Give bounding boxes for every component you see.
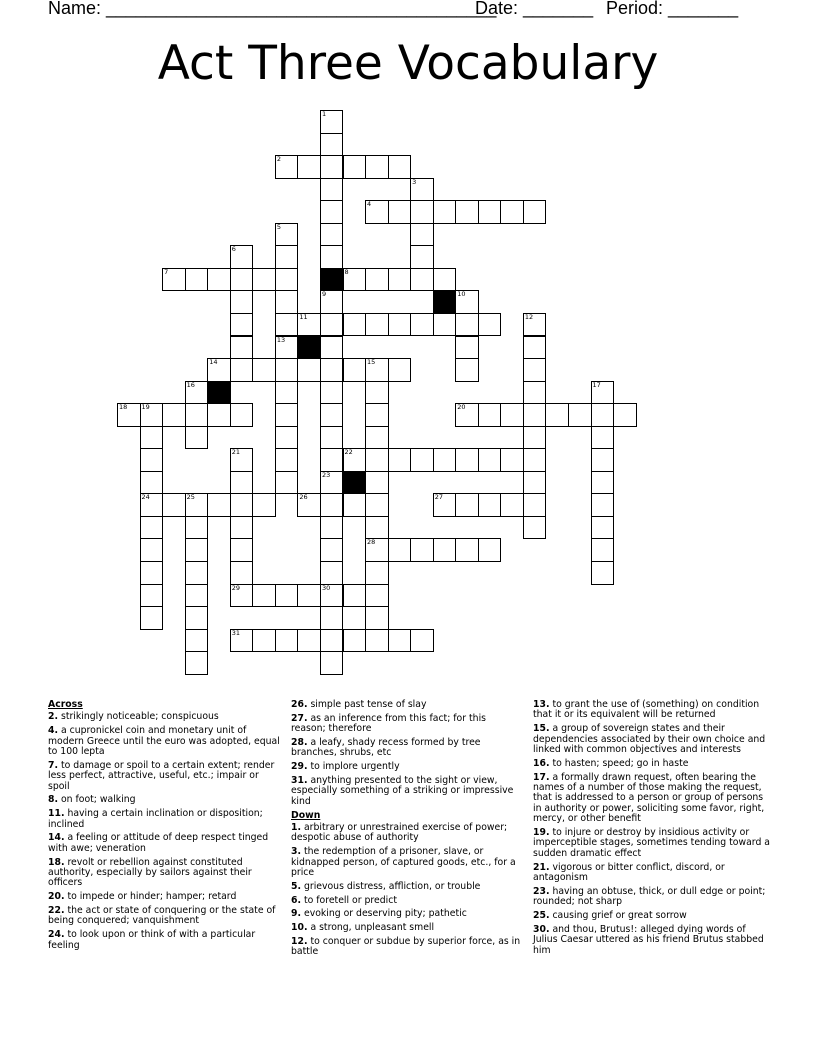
grid-cell[interactable] (252, 493, 276, 517)
name-field[interactable]: Name: _______________________________________ (48, 0, 497, 18)
grid-cell[interactable] (478, 493, 502, 517)
grid-cell[interactable] (523, 516, 547, 540)
grid-cell[interactable] (343, 313, 367, 337)
clue-column-1 (48, 700, 282, 954)
grid-cell[interactable] (591, 381, 615, 405)
grid-cell[interactable] (433, 268, 457, 292)
grid-cell[interactable] (320, 178, 344, 202)
grid-cell[interactable] (230, 629, 254, 653)
clue-number: 4 (367, 200, 372, 209)
clue-number: 30 (321, 583, 331, 592)
grid-cell[interactable] (478, 200, 502, 224)
grid-cell[interactable] (140, 471, 164, 495)
grid-cell[interactable] (162, 403, 186, 427)
clue-across-18: 18. revolt or rebellion against constituted authority, especially by sailors against their officers (48, 856, 252, 889)
grid-cell[interactable] (455, 493, 479, 517)
grid-cell[interactable] (568, 403, 592, 427)
grid-cell[interactable] (320, 516, 344, 540)
grid-cell[interactable] (230, 471, 254, 495)
clue-number: 24 (141, 493, 150, 502)
grid-cell[interactable] (320, 538, 344, 562)
grid-cell[interactable] (455, 336, 479, 360)
grid-cell[interactable] (320, 155, 344, 179)
clue-down-9: 9. evoking or deserving pity; pathetic (291, 908, 467, 920)
grid-cell[interactable] (365, 358, 389, 382)
grid-cell[interactable] (545, 403, 569, 427)
clue-number: 25 (186, 493, 195, 502)
grid-cell[interactable] (523, 493, 547, 517)
grid-cell[interactable] (365, 561, 389, 585)
grid-cell[interactable] (591, 403, 615, 427)
grid-cell[interactable] (388, 155, 412, 179)
clue-number: 22 (344, 448, 353, 457)
grid-cell[interactable] (455, 290, 479, 314)
grid-cell[interactable] (320, 471, 344, 495)
black-square (343, 471, 367, 495)
grid-cell[interactable] (320, 561, 344, 585)
grid-cell[interactable] (320, 290, 344, 314)
clue-down-23: 23. having an obtuse, thick, or dull edge or point; rounded; not sharp (533, 885, 766, 908)
clue-number: 19 (141, 403, 150, 412)
clue-across-8: 8. on foot; walking (48, 794, 136, 806)
grid-cell[interactable] (388, 538, 412, 562)
clue-down-17: 17. a formally drawn request, often bearing the names of a number of those making the request, that is addressed to a person or group of persons in authority or power, soliciting some favor, right, mercy, or other benefit (533, 771, 765, 825)
clue-number: 9 (321, 290, 327, 299)
grid-cell[interactable] (388, 268, 412, 292)
grid-cell[interactable] (365, 313, 389, 337)
grid-cell[interactable] (433, 448, 457, 472)
grid-cell[interactable] (185, 426, 209, 450)
grid-cell[interactable] (185, 403, 209, 427)
clue-number: 11 (299, 312, 308, 321)
grid-cell[interactable] (275, 290, 299, 314)
clue-number: 7 (164, 267, 169, 276)
grid-cell[interactable] (185, 561, 209, 585)
clue-across-27: 27. as an inference from this fact; for this reason; therefore (291, 712, 486, 735)
grid-cell[interactable] (320, 651, 344, 675)
grid-cell[interactable] (230, 358, 254, 382)
grid-cell[interactable] (365, 516, 389, 540)
clue-across-7: 7. to damage or spoil to a certain extent; render less perfect, attractive, useful, etc.; impair or spoil (48, 759, 275, 792)
grid-cell[interactable] (523, 336, 547, 360)
grid-cell[interactable] (365, 584, 389, 608)
clue-across-11: 11. having a certain inclination or disposition; inclined (48, 808, 263, 830)
grid-cell[interactable] (320, 313, 344, 337)
grid-cell[interactable] (185, 651, 209, 675)
grid-cell[interactable] (275, 403, 299, 427)
grid-cell[interactable] (230, 516, 254, 540)
clue-number: 12 (524, 312, 534, 321)
clue-down-21: 21. vigorous or bitter conflict, discord, or antagonism (533, 861, 725, 884)
grid-cell[interactable] (343, 358, 367, 382)
grid-cell[interactable] (275, 336, 299, 360)
clue-number: 23 (321, 470, 331, 479)
grid-cell[interactable] (230, 290, 254, 314)
grid-cell[interactable] (343, 629, 367, 653)
clue-down-1: 1. arbitrary or unrestrained exercise of power; despotic abuse of authority (291, 822, 508, 844)
grid-cell[interactable] (140, 516, 164, 540)
grid-cell[interactable] (410, 268, 434, 292)
grid-cell[interactable] (343, 448, 367, 472)
grid-cell[interactable] (117, 403, 141, 427)
grid-cell[interactable] (388, 313, 412, 337)
grid-cell[interactable] (275, 223, 299, 247)
grid-cell[interactable] (433, 493, 457, 517)
grid-cell[interactable] (388, 629, 412, 653)
grid-cell[interactable] (365, 268, 389, 292)
grid-cell[interactable] (523, 426, 547, 450)
clue-number: 29 (231, 583, 241, 592)
down-heading: Down (291, 809, 321, 821)
grid-cell[interactable] (523, 448, 547, 472)
grid-cell[interactable] (591, 493, 615, 517)
grid-cell[interactable] (140, 448, 164, 472)
grid-cell[interactable] (140, 561, 164, 585)
grid-cell[interactable] (433, 313, 457, 337)
grid-cell[interactable] (343, 155, 367, 179)
grid-cell[interactable] (185, 516, 209, 540)
grid-cell[interactable] (500, 403, 524, 427)
grid-cell[interactable] (140, 584, 164, 608)
grid-cell[interactable] (500, 200, 524, 224)
grid-cell[interactable] (478, 448, 502, 472)
grid-cell[interactable] (365, 403, 389, 427)
clue-across-2: 2. strikingly noticeable; conspicuous (48, 711, 219, 723)
clue-down-15: 15. a group of sovereign states and their dependencies associated by their own choice and linked with common objectives and interests (533, 723, 766, 756)
clue-across-4: 4. a cupronickel coin and monetary unit of modern Greece until the euro was adopted, equal to 100 lepta (48, 725, 280, 758)
grid-cell[interactable] (275, 629, 299, 653)
clue-down-12: 12. to conquer or subdue by superior force, as in battle (291, 936, 521, 958)
grid-cell[interactable] (591, 448, 615, 472)
clue-across-28: 28. a leafy, shady recess formed by tree branches, shrubs, etc (291, 737, 481, 759)
clue-across-24: 24. to look upon or think of with a particular feeling (48, 929, 256, 951)
grid-cell[interactable] (478, 403, 502, 427)
grid-cell[interactable] (455, 358, 479, 382)
clue-number: 20 (457, 403, 466, 412)
grid-cell[interactable] (388, 448, 412, 472)
grid-cell[interactable] (185, 584, 209, 608)
clue-number: 31 (231, 628, 241, 637)
across-heading: Across (48, 699, 83, 710)
grid-cell[interactable] (320, 426, 344, 450)
clue-number: 27 (434, 493, 443, 502)
black-square (320, 268, 344, 292)
grid-cell[interactable] (365, 200, 389, 224)
grid-cell[interactable] (343, 268, 367, 292)
grid-cell[interactable] (162, 493, 186, 517)
grid-cell[interactable] (523, 403, 547, 427)
grid-cell[interactable] (297, 629, 321, 653)
grid-cell[interactable] (230, 493, 254, 517)
grid-cell[interactable] (297, 155, 321, 179)
grid-cell[interactable] (433, 200, 457, 224)
grid-cell[interactable] (343, 493, 367, 517)
grid-cell[interactable] (410, 448, 434, 472)
grid-cell[interactable] (365, 155, 389, 179)
grid-cell[interactable] (365, 629, 389, 653)
grid-cell[interactable] (207, 493, 231, 517)
grid-cell[interactable] (275, 155, 299, 179)
grid-cell[interactable] (297, 358, 321, 382)
grid-cell[interactable] (500, 493, 524, 517)
grid-cell[interactable] (365, 538, 389, 562)
grid-cell[interactable] (455, 448, 479, 472)
grid-cell[interactable] (185, 381, 209, 405)
clue-number: 8 (344, 267, 349, 276)
grid-cell[interactable] (591, 471, 615, 495)
grid-cell[interactable] (185, 268, 209, 292)
grid-cell[interactable] (140, 403, 164, 427)
clue-column-2 (291, 700, 521, 961)
grid-cell[interactable] (230, 584, 254, 608)
clue-column-3 (533, 700, 771, 959)
grid-cell[interactable] (478, 313, 502, 337)
grid-cell[interactable] (343, 584, 367, 608)
grid-cell[interactable] (455, 538, 479, 562)
clue-down-6: 6. to foretell or predict (291, 894, 397, 906)
grid-cell[interactable] (591, 538, 615, 562)
clue-number: 10 (457, 290, 466, 299)
grid-cell[interactable] (320, 336, 344, 360)
clue-number: 17 (592, 380, 601, 389)
grid-cell[interactable] (365, 493, 389, 517)
grid-cell[interactable] (365, 448, 389, 472)
grid-cell[interactable] (207, 268, 231, 292)
grid-cell[interactable] (297, 493, 321, 517)
grid-cell[interactable] (365, 606, 389, 630)
grid-cell[interactable] (320, 381, 344, 405)
clue-across-22: 22. the act or state of conquering or the state of being conquered; vanquishment (48, 905, 276, 927)
grid-cell[interactable] (230, 336, 254, 360)
clue-number: 28 (367, 538, 376, 547)
grid-cell[interactable] (455, 313, 479, 337)
clue-down-10: 10. a strong, unpleasant smell (291, 922, 435, 934)
clue-number: 1 (321, 110, 327, 118)
grid-cell[interactable] (365, 471, 389, 495)
clue-down-19: 19. to injure or destroy by insidious activity or imperceptible stages, sometimes tending toward a sudden dramatic effect (533, 827, 771, 859)
grid-cell[interactable] (410, 178, 434, 202)
grid-cell[interactable] (410, 538, 434, 562)
grid-cell[interactable] (320, 448, 344, 472)
grid-cell[interactable] (365, 426, 389, 450)
black-square (297, 336, 321, 360)
grid-cell[interactable] (410, 223, 434, 247)
clue-across-14: 14. a feeling or attitude of deep respect tinged with awe; veneration (48, 832, 269, 854)
grid-cell[interactable] (230, 403, 254, 427)
grid-cell[interactable] (320, 629, 344, 653)
grid-cell[interactable] (252, 584, 276, 608)
grid-cell[interactable] (320, 584, 344, 608)
grid-cell[interactable] (252, 268, 276, 292)
grid-cell[interactable] (388, 200, 412, 224)
clue-across-31: 31. anything presented to the sight or view, especially something of a striking or impressive kind (291, 775, 514, 807)
grid-cell[interactable] (297, 584, 321, 608)
grid-cell[interactable] (591, 516, 615, 540)
grid-cell[interactable] (275, 381, 299, 405)
clue-number: 6 (231, 245, 236, 254)
grid-cell[interactable] (478, 538, 502, 562)
clue-number: 21 (231, 448, 241, 457)
clue-across-29: 29. to implore urgently (291, 761, 400, 773)
grid-cell[interactable] (320, 200, 344, 224)
grid-cell[interactable] (523, 471, 547, 495)
black-square (433, 290, 457, 314)
clue-number: 2 (276, 155, 281, 164)
grid-cell[interactable] (365, 381, 389, 405)
grid-cell[interactable] (275, 268, 299, 292)
grid-cell[interactable] (320, 223, 344, 247)
grid-cell[interactable] (230, 268, 254, 292)
date-field[interactable]: Date: _______ (475, 0, 594, 18)
grid-cell[interactable] (207, 403, 231, 427)
grid-cell[interactable] (320, 358, 344, 382)
clue-number: 13 (276, 335, 286, 344)
grid-cell[interactable] (523, 381, 547, 405)
clue-number: 3 (412, 177, 417, 186)
grid-cell[interactable] (185, 606, 209, 630)
grid-cell[interactable] (523, 358, 547, 382)
grid-cell[interactable] (275, 584, 299, 608)
grid-cell[interactable] (252, 358, 276, 382)
clue-down-13: 13. to grant the use of (something) on condition that it or its equivalent will be returned (533, 699, 760, 721)
grid-cell[interactable] (455, 403, 479, 427)
grid-cell[interactable] (275, 245, 299, 269)
grid-cell[interactable] (140, 538, 164, 562)
grid-cell[interactable] (591, 561, 615, 585)
clue-across-26: 26. simple past tense of slay (291, 699, 427, 710)
black-square (207, 381, 231, 405)
clue-number: 14 (209, 358, 218, 367)
grid-cell[interactable] (230, 313, 254, 337)
grid-cell[interactable] (140, 426, 164, 450)
grid-cell[interactable] (207, 358, 231, 382)
clue-down-5: 5. grievous distress, affliction, or trouble (291, 880, 481, 892)
clue-number: 16 (186, 380, 195, 389)
clue-across-20: 20. to impede or hinder; hamper; retard (48, 891, 237, 903)
grid-cell[interactable] (410, 245, 434, 269)
grid-cell[interactable] (613, 403, 637, 427)
grid-cell[interactable] (230, 538, 254, 562)
grid-cell[interactable] (185, 493, 209, 517)
grid-cell[interactable] (320, 110, 344, 134)
grid-cell[interactable] (455, 200, 479, 224)
grid-cell[interactable] (162, 268, 186, 292)
grid-cell[interactable] (388, 358, 412, 382)
grid-cell[interactable] (297, 313, 321, 337)
grid-cell[interactable] (320, 403, 344, 427)
grid-cell[interactable] (320, 493, 344, 517)
clue-down-25: 25. causing grief or great sorrow (533, 910, 687, 922)
grid-cell[interactable] (185, 538, 209, 562)
grid-cell[interactable] (523, 313, 547, 337)
grid-cell[interactable] (275, 358, 299, 382)
grid-cell[interactable] (591, 426, 615, 450)
clue-down-3: 3. the redemption of a prisoner, slave, or kidnapped person, of captured goods, etc., for a price (291, 846, 516, 879)
grid-cell[interactable] (185, 629, 209, 653)
grid-cell[interactable] (275, 313, 299, 337)
grid-cell[interactable] (320, 606, 344, 630)
clue-number: 26 (299, 493, 308, 502)
grid-cell[interactable] (320, 133, 344, 157)
clue-number: 18 (119, 403, 128, 412)
grid-cell[interactable] (230, 448, 254, 472)
grid-cell[interactable] (410, 313, 434, 337)
clue-number: 15 (367, 358, 376, 367)
grid-cell[interactable] (500, 448, 524, 472)
grid-cell[interactable] (410, 200, 434, 224)
grid-cell[interactable] (252, 629, 276, 653)
grid-cell[interactable] (320, 245, 344, 269)
grid-cell[interactable] (523, 200, 547, 224)
grid-cell[interactable] (275, 448, 299, 472)
grid-cell[interactable] (433, 538, 457, 562)
page-title: Act Three Vocabulary (157, 36, 659, 91)
grid-cell[interactable] (140, 493, 164, 517)
period-field[interactable]: Period: _______ (606, 0, 739, 18)
grid-cell[interactable] (230, 245, 254, 269)
grid-cell[interactable] (230, 561, 254, 585)
clue-down-30: 30. and thou, Brutus!: alleged dying words of Julius Caesar uttered as his friend Brutus stabbed him (533, 923, 764, 956)
grid-cell[interactable] (275, 471, 299, 495)
clue-down-16: 16. to hasten; speed; go in haste (533, 757, 689, 769)
grid-cell[interactable] (410, 629, 434, 653)
clue-number: 5 (276, 222, 281, 231)
grid-cell[interactable] (275, 426, 299, 450)
grid-cell[interactable] (140, 606, 164, 630)
